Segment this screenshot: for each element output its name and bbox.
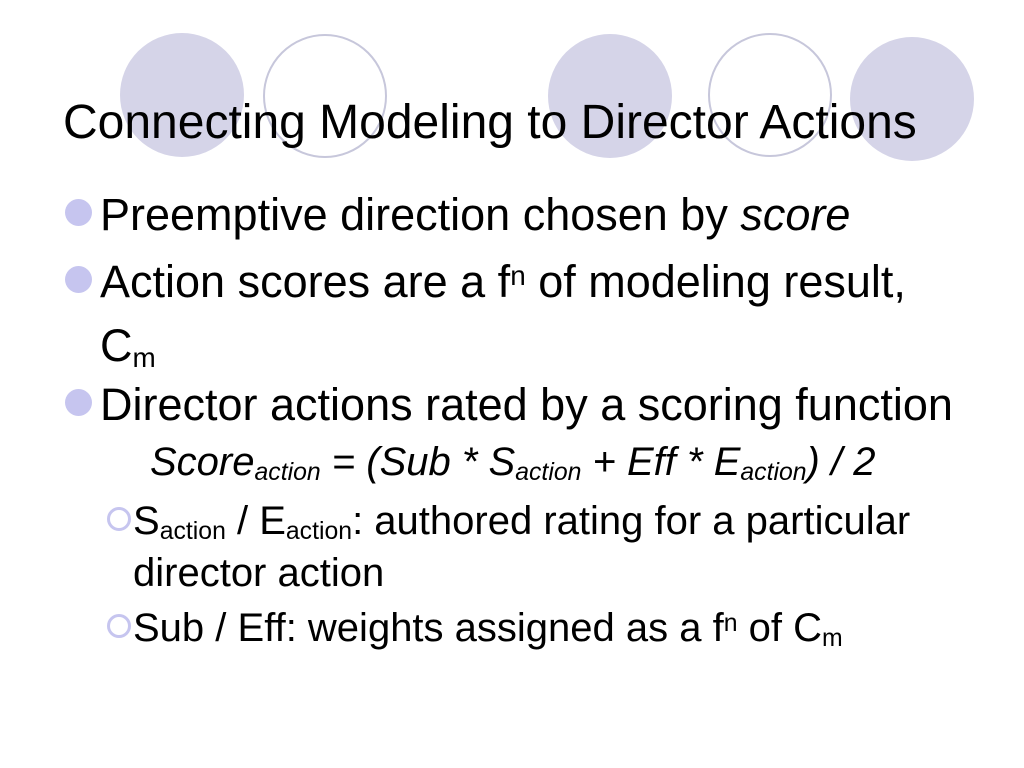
bullet-2-text: Action scores are a $f^n$ of modeling result, Cm <box>100 256 906 374</box>
filled-bullet-icon <box>65 199 92 226</box>
slide-title: Connecting Modeling to Director Actions <box>63 96 917 150</box>
sub-bullet-1-text: Saction / Eaction: authored rating for a particular director action <box>133 499 911 595</box>
filled-bullet-icon <box>65 266 92 293</box>
sub-bullet-2-text: Sub / Eff: weights assigned as a $f^n$ of Cm <box>133 606 843 653</box>
sub-bullet-2 <box>107 605 987 657</box>
sub-bullet-1 <box>107 498 987 596</box>
bullet-2 <box>65 253 965 381</box>
bullet-1-text: Preemptive direction chosen by score <box>100 189 851 240</box>
open-bullet-icon <box>107 507 131 531</box>
formula <box>150 436 990 494</box>
formula-text: Scoreaction = (Sub * Saction + Eff * Eaction) / 2 <box>150 440 876 487</box>
bullet-3-text: Director actions rated by a scoring function <box>100 379 953 430</box>
open-bullet-icon <box>107 614 131 638</box>
filled-bullet-icon <box>65 389 92 416</box>
bullet-3 <box>65 376 965 434</box>
bullet-1 <box>65 186 965 244</box>
